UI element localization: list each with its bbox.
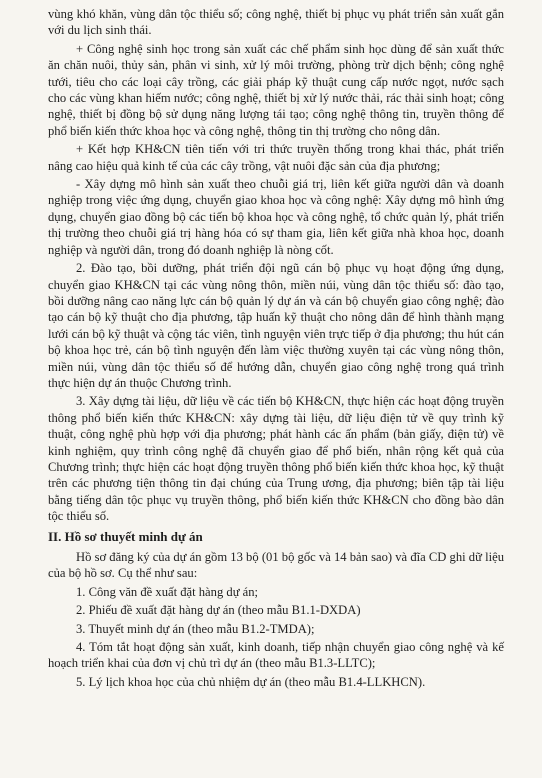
paragraph-biotech: + Công nghệ sinh học trong sản xuất các chế phẩm sinh học dùng để sản xuất thức ăn chăn nuôi, thủy sản, phân vi sinh, xử lý môi trường, phòng trừ dịch bệnh; công nghệ tưới, tiêu cho các loại cây trồng, các giải pháp kỹ thuật cung cấp nước ngọt, nước sạch cho các vùng khan hiếm nước; công nghệ, thiết bị xử lý nước thải, rác thải sinh hoạt; công nghệ, thiết bị đồng bộ sử dụng năng lượng tái tạo; công nghệ thông tin, truyền thông để phổ biến kiến thức khoa học và công nghệ, thông tin thị trường cho nông dân. (48, 41, 504, 138)
paragraph-training: 2. Đào tạo, bồi dưỡng, phát triển đội ngũ cán bộ phục vụ hoạt động ứng dụng, chuyển giao KH&CN tại các vùng nông thôn, miền núi, vùng dân tộc thiểu số: đào tạo, bồi dưỡng nâng cao năng lực cán bộ quản lý dự án và cán bộ chuyển giao công nghệ; đào tạo cán bộ kỹ thuật cho địa phương, tập huấn kỹ thuật cho nông dân để hình thành mạng lưới cán bộ kỹ thuật và cộng tác viên, tình nguyện viên trực tiếp ở địa phương; thu hút cán bộ khoa học trẻ, cán bộ tình nguyện đến làm việc thường xuyên tại các vùng nông thôn, miền núi, vùng dân tộc thiểu số để hướng dẫn, chuyển giao công nghệ trong quá trình thực hiện dự án thuộc Chương trình. (48, 261, 504, 390)
list-item: 4. Tóm tắt hoạt động sản xuất, kinh doanh, tiếp nhận chuyển giao công nghệ và kế hoạch triển khai của đơn vị chủ trì dự án (theo mẫu B1.3-LLTC); (48, 640, 504, 671)
paragraph-value-chain: - Xây dựng mô hình sản xuất theo chuỗi giá trị, liên kết giữa người dân và doanh nghiệp trong việc ứng dụng, chuyển giao khoa học và công nghệ: Xây dựng mô hình ứng dụng, chuyển giao đồng bộ các tiến bộ khoa học và công nghệ, tổ chức quản lý, phát triển thị trường theo chuỗi giá trị hàng hóa có sự tham gia, liên kết giữa nhà khoa học, doanh nghiệp và người dân, trong đó doanh nghiệp là nòng cốt. (48, 177, 504, 257)
paragraph-continuation: vùng khó khăn, vùng dân tộc thiểu số; công nghệ, thiết bị phục vụ phát triển sản xuất gắn với du lịch sinh thái. (48, 7, 504, 38)
dossier-list (48, 584, 504, 690)
paragraph-traditional-knowledge: + Kết hợp KH&CN tiên tiến với tri thức truyền thống trong khai thác, phát triển nâng cao hiệu quả kinh tế của các cây trồng, vật nuôi đặc sản của địa phương; (48, 142, 504, 173)
section-heading: II. Hồ sơ thuyết minh dự án (48, 528, 203, 544)
list-item: 1. Công văn đề xuất đặt hàng dự án; (76, 584, 259, 599)
section-intro: Hồ sơ đăng ký của dự án gồm 13 bộ (01 bộ gốc và 14 bản sao) và đĩa CD ghi dữ liệu của bộ hồ sơ. Cụ thể như sau: (48, 550, 504, 581)
list-item: 5. Lý lịch khoa học của chủ nhiệm dự án (theo mẫu B1.4-LLKHCN). (76, 674, 426, 689)
list-item: 3. Thuyết minh dự án (theo mẫu B1.2-TMDA); (76, 621, 315, 636)
list-item: 2. Phiếu đề xuất đặt hàng dự án (theo mẫu B1.1-DXDA) (76, 603, 361, 618)
paragraph-documentation: 3. Xây dựng tài liệu, dữ liệu về các tiến bộ KH&CN, thực hiện các hoạt động truyền thông phổ biến kiến thức KH&CN: xây dựng tài liệu, dữ liệu điện tử về quy trình kỹ thuật, công nghệ phù hợp với địa phương; phát hành các ấn phẩm (bản giấy, điện tử) về kinh nghiệm, quy trình công nghệ đã chuyển giao để phổ biến, nhân rộng kết quả của Chương trình; thực hiện các hoạt động truyền thông phổ biến kiến thức khoa học, kỹ thuật trên các phương tiện thông tin đại chúng của Trung ương, địa phương; biên tập tài liệu bằng tiếng dân tộc phục vụ truyền thông, phổ biến kiến thức KH&CN cho đồng bào dân tộc thiểu số. (48, 394, 504, 524)
